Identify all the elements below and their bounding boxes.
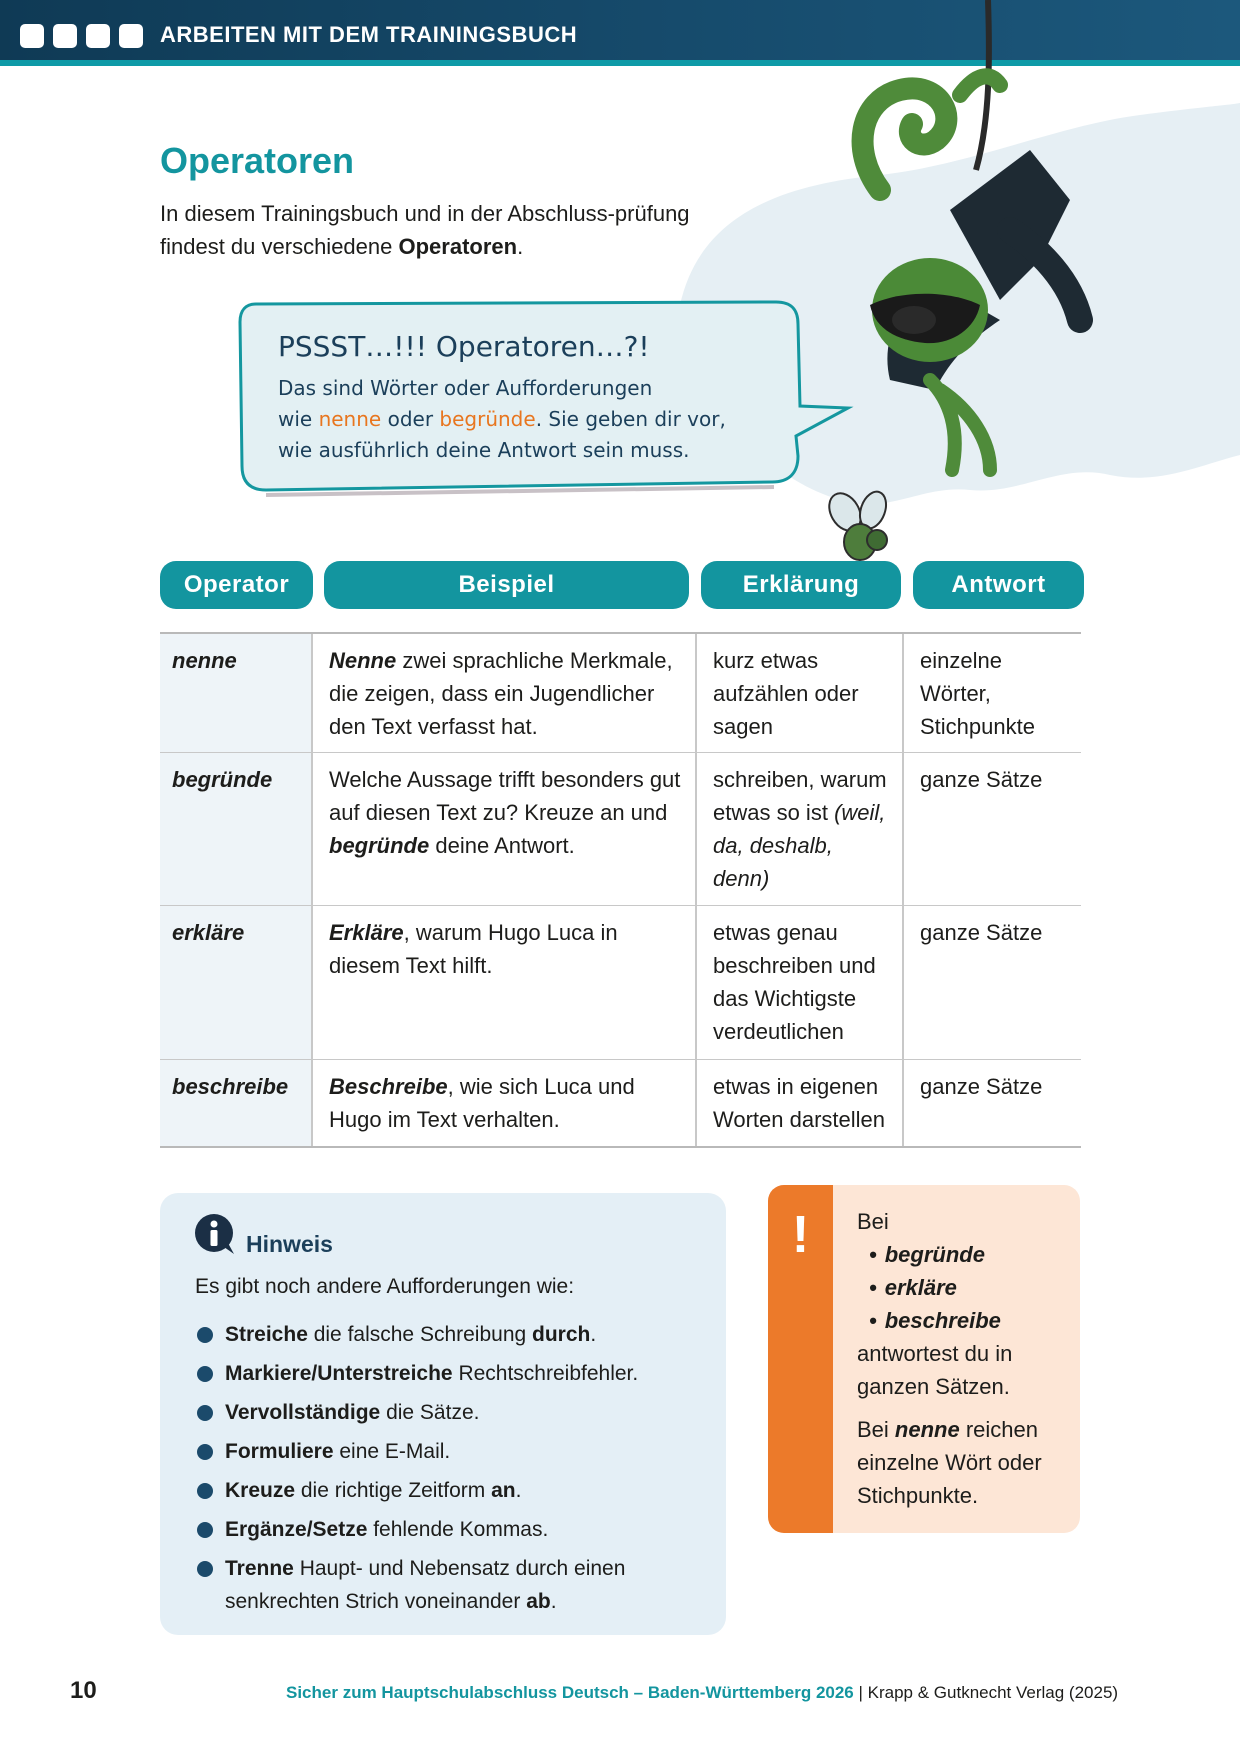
- hinweis-lead: Es gibt noch andere Aufforderungen wie:: [195, 1275, 575, 1298]
- intro-text: In diesem Trainingsbuch und in der Abschluss-prüfung findest du verschiedene: [160, 201, 690, 259]
- bullet-icon: [197, 1483, 213, 1499]
- hinweis-list: [195, 1318, 715, 1624]
- highlight-word: nenne: [318, 407, 382, 431]
- exclamation-icon: !: [791, 1206, 810, 1264]
- list-item: • begründe: [869, 1238, 1067, 1271]
- example-cell: Beschreibe, wie sich Luca und Hugo im Text verhalten.: [313, 1060, 697, 1146]
- table-row: [160, 634, 1081, 753]
- answer-cell: ganze Sätze: [920, 920, 1043, 945]
- explanation-cell: kurz etwas aufzählen oder sagen: [697, 634, 904, 752]
- table-row: [160, 1060, 1081, 1146]
- list-item: • erkläre: [869, 1271, 1067, 1304]
- bullet-icon: [197, 1561, 213, 1577]
- footer-book-title: Sicher zum Hauptschulabschluss Deutsch – Baden-Württemberg 2026: [286, 1683, 854, 1702]
- list-item: Streiche die falsche Schreibung durch.: [195, 1318, 715, 1351]
- bullet-icon: [197, 1327, 213, 1343]
- answer-cell: ganze Sätze: [920, 1074, 1043, 1099]
- operator-table: [160, 632, 1081, 1148]
- bubble-line: wie nenne oder begründe. Sie geben dir vor,: [278, 407, 726, 431]
- footer-separator: |: [853, 1683, 868, 1702]
- intro-paragraph: [160, 197, 700, 263]
- footer-publisher: Krapp & Gutknecht Verlag (2025): [867, 1683, 1119, 1702]
- speech-bubble-text: [278, 330, 798, 466]
- list-item: Ergänze/Setze fehlende Kommas.: [195, 1513, 715, 1546]
- list-item: Trenne Haupt- und Nebensatz durch einen senkrechten Strich voneinander ab.: [195, 1552, 715, 1618]
- bullet-icon: [197, 1522, 213, 1538]
- table-row: [160, 753, 1081, 906]
- chameleon-illustration: [840, 0, 1160, 500]
- highlight-word: begründe: [439, 407, 536, 431]
- note-after: antwortest du in ganzen Sätzen.: [857, 1341, 1013, 1399]
- bubble-line: Das sind Wörter oder Aufforderungen: [278, 376, 653, 400]
- example-cell: Nenne zwei sprachliche Merkmale, die zeigen, dass ein Jugendlicher den Text verfasst hat.: [313, 634, 697, 752]
- table-header-operator: Operator: [160, 561, 313, 609]
- note-bullets: [857, 1238, 1067, 1337]
- list-item: Formuliere eine E-Mail.: [195, 1435, 715, 1468]
- list-item: • beschreibe: [869, 1304, 1067, 1337]
- answer-cell: ganze Sätze: [920, 767, 1043, 792]
- page-title: Operatoren: [160, 140, 355, 181]
- fly-illustration: [815, 490, 905, 570]
- header-square-icon: [86, 24, 110, 48]
- explanation-cell: etwas genau beschreiben und das Wichtigste verdeutlichen: [697, 906, 904, 1059]
- operator-cell: erkläre: [160, 906, 313, 1059]
- header-square-icon: [53, 24, 77, 48]
- bubble-body: [278, 373, 798, 466]
- operator-cell: begründe: [160, 753, 313, 905]
- table-header-beispiel: Beispiel: [324, 561, 689, 609]
- intro-end: .: [517, 234, 524, 259]
- header-square-icon: [20, 24, 44, 48]
- note-intro: Bei: [857, 1209, 889, 1234]
- list-item: Kreuze die richtige Zeitform an.: [195, 1474, 715, 1507]
- hinweis-title: Hinweis: [246, 1231, 333, 1257]
- table-header-erklaerung: Erklärung: [701, 561, 901, 609]
- explanation-cell: etwas in eigenen Worten darstellen: [697, 1060, 904, 1146]
- answer-cell: einzelne Wörter, Stichpunkte: [920, 648, 1035, 739]
- bullet-icon: [197, 1444, 213, 1460]
- operator-cell: beschreibe: [160, 1060, 313, 1146]
- note-second: Bei nenne reichen einzelne Wört oder Stichpunkte.: [857, 1417, 1042, 1508]
- note-box: [768, 1185, 1080, 1533]
- bullet-icon: [197, 1405, 213, 1421]
- header-square-icon: [119, 24, 143, 48]
- info-icon: [194, 1213, 236, 1255]
- page-number: 10: [70, 1677, 97, 1704]
- bullet-icon: [197, 1366, 213, 1382]
- bubble-title: PSSST…!!! Operatoren…?!: [278, 330, 650, 363]
- footer-text: [286, 1683, 1118, 1703]
- list-item: Vervollständige die Sätze.: [195, 1396, 715, 1429]
- bubble-line: wie ausführlich deine Antwort sein muss.: [278, 438, 690, 462]
- explanation-cell: schreiben, warum etwas so ist (weil, da, deshalb, denn): [697, 753, 904, 905]
- example-cell: Erkläre, warum Hugo Luca in diesem Text hilft.: [313, 906, 697, 1059]
- header-title: ARBEITEN MIT DEM TRAININGSBUCH: [160, 22, 578, 47]
- operator-cell: nenne: [160, 634, 313, 752]
- note-text: [857, 1205, 1067, 1512]
- table-header-antwort: Antwort: [913, 561, 1084, 609]
- intro-bold: Operatoren: [398, 234, 518, 259]
- example-cell: Welche Aussage trifft besonders gut auf diesen Text zu? Kreuze an und begründe deine Antwort.: [313, 753, 697, 905]
- table-row: [160, 906, 1081, 1060]
- list-item: Markiere/Unterstreiche Rechtschreibfehler.: [195, 1357, 715, 1390]
